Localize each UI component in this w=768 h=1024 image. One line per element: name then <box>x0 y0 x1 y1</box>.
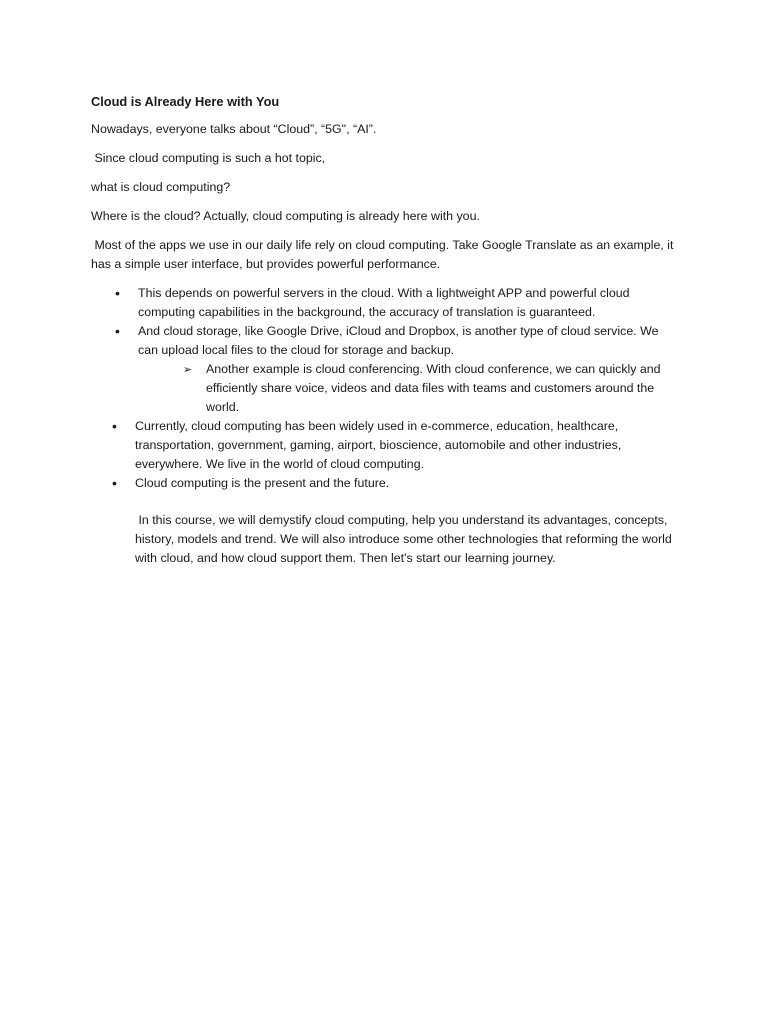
list-item <box>91 417 681 474</box>
list-item-text: And cloud storage, like Google Drive, iCloud and Dropbox, is another type of cloud service. We can upload local files to the cloud for storage and backup. <box>138 324 659 357</box>
paragraph: Nowadays, everyone talks about “Cloud”, “5G", “AI”. <box>91 122 377 136</box>
document-body <box>91 92 681 568</box>
sub-list-item <box>91 360 681 417</box>
list-item-text: Cloud computing is the present and the future. <box>135 476 390 490</box>
bullet-icon: • <box>115 323 120 339</box>
document-title: Cloud is Already Here with You <box>91 94 280 109</box>
arrow-bullet-icon: ➢ <box>183 363 193 376</box>
list-item <box>91 322 681 360</box>
paragraph: Since cloud computing is such a hot topic, <box>91 151 326 165</box>
list-item-text: This depends on powerful servers in the cloud. With a lightweight APP and powerful cloud computing capabilities in the background, the accuracy of translation is guaranteed. <box>138 286 630 319</box>
bullet-icon: • <box>112 418 117 434</box>
bullet-icon: • <box>115 285 120 301</box>
paragraph: Most of the apps we use in our daily life rely on cloud computing. Take Google Translate as an example, it has a simple user interface, but provides powerful performance. <box>91 238 677 271</box>
list-item <box>91 284 681 322</box>
paragraph: Where is the cloud? Actually, cloud computing is already here with you. <box>91 209 480 223</box>
bullet-list <box>91 284 681 493</box>
list-item-text: Another example is cloud conferencing. With cloud conference, we can quickly and efficiently share voice, videos and data files with teams and customers around the world. <box>206 362 661 414</box>
paragraph: what is cloud computing? <box>91 180 231 194</box>
bullet-icon: • <box>112 475 117 491</box>
list-item-text: Currently, cloud computing has been widely used in e-commerce, education, healthcare, transportation, government, gaming, airport, bioscience, automobile and other industries, everywhere. We live in the world of cloud computing. <box>135 419 622 471</box>
list-item <box>91 474 681 493</box>
closing-paragraph: In this course, we will demystify cloud computing, help you understand its advantages, concepts, history, models and trend. We will also introduce some other technologies that reforming the world with cloud, and how cloud support them. Then let's start our learning journey. <box>135 513 676 565</box>
